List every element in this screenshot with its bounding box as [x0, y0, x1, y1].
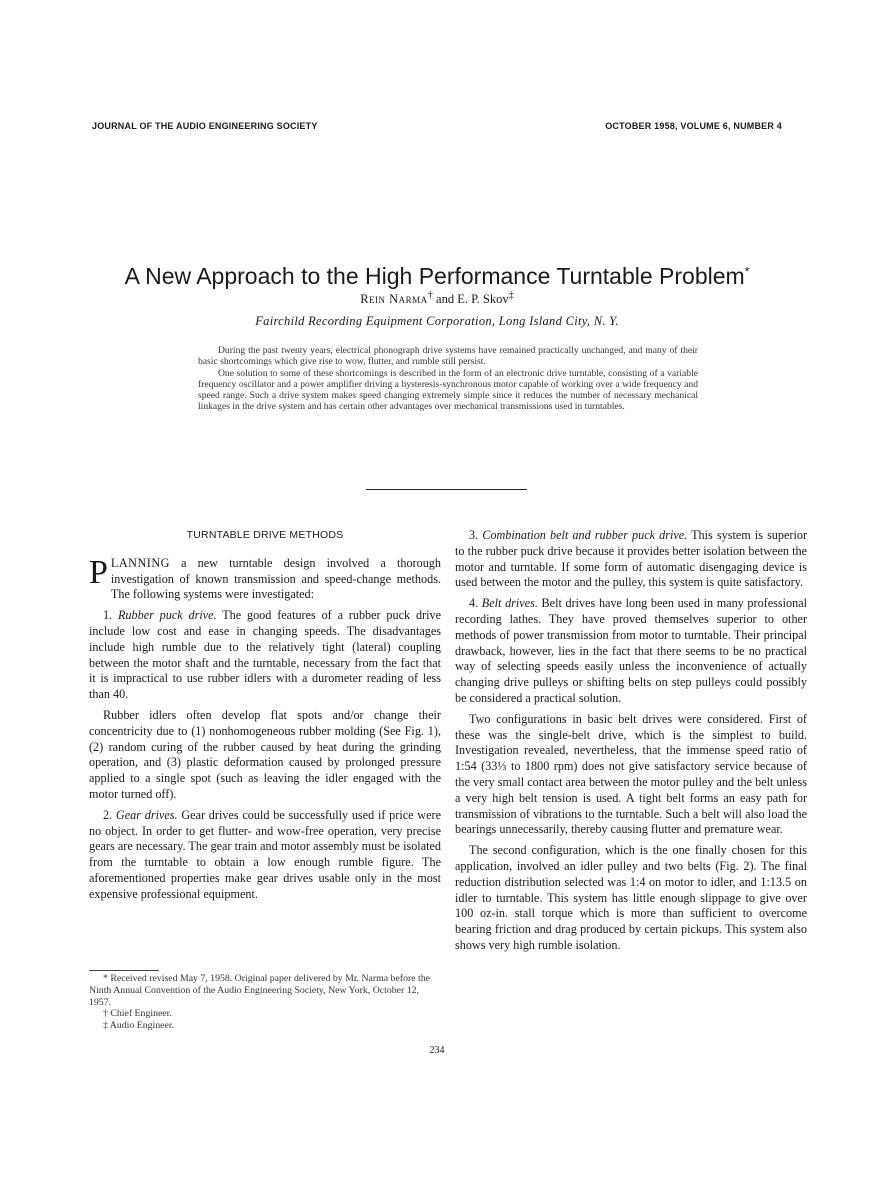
paragraph-text: This system is superior to the rubber puck drive because it provides better isolation between the motor and turntable. If some form of automatic disengaging device is used between the motor and the pulley, this system is quite satisfactory.: [455, 528, 808, 590]
item-label: Rubber puck drive.: [117, 608, 217, 623]
article-title: [0, 263, 874, 290]
author-narma-mark: †: [427, 290, 433, 301]
author-conjunction: and: [432, 292, 458, 307]
body-paragraph: [89, 808, 441, 903]
affiliation: Fairchild Recording Equipment Corporation, Long Island City, N. Y.: [255, 314, 619, 328]
drop-cap: P: [89, 553, 108, 591]
paragraph-text: The good features of a rubber puck drive include low cost and ease in changing speeds. The disadvantages include high rumble due to the relatively tight (lateral) coupling between the motor shaft and the turntable, necessary from the fact that it is impractical to use rubber idlers with a durometer reading of less than 40.: [89, 608, 441, 702]
section-heading: TURNTABLE DRIVE METHODS: [186, 529, 344, 541]
item-number: 3.: [469, 528, 483, 542]
body-paragraph: The second configuration, which is the one finally chosen for this application, involved an idler pulley and two belts (Fig. 2). The final reduction distribution selected was 1:4 on motor to idler, and 1:13.5 on idler to turntable. This system has little enough slippage to give over 100 oz-in. stall torque which is more than sufficient to overcome bearing friction and drag produced by certain pickups. This system also shows very high rumble isolation.: [455, 843, 807, 952]
running-header-issue: OCTOBER 1958, VOLUME 6, NUMBER 4: [605, 121, 782, 131]
article-title-text: A New Approach to the High Performance Turntable Problem: [124, 263, 745, 290]
right-column: [455, 528, 807, 959]
abstract: [198, 345, 698, 413]
item-label: Gear drives.: [115, 807, 178, 822]
lead-word: LANNING: [110, 555, 170, 570]
paragraph-text: Belt drives have long been used in many professional recording lathes. They have proved themselves superior to other methods of power transmission from motor to turntable. Their principal drawback, however, lies in the fact that there seems to be no practical way of selecting speeds easily unless the inconvenience of actually changing drive pulleys or shifting belts on step pulleys could possibly be considered a practical solution.: [455, 596, 807, 705]
item-number: 2.: [103, 807, 116, 822]
running-header-journal: JOURNAL OF THE AUDIO ENGINEERING SOCIETY: [92, 121, 318, 131]
item-label: Combination belt and rubber puck drive.: [482, 528, 688, 542]
left-column: [89, 528, 441, 908]
body-paragraph: Two configurations in basic belt drives were considered. First of these was the single-belt drive, which is the simplest to build. Investigation revealed, nevertheless, that the immense speed ratio of 1:54 (33⅓ to 1800 rpm) does not give satisfactory service because of the very small contact area between the motor pulley and the belt unless a very high belt tension is used. A tight belt forms an easy path for transmission of vibrations to the turntable. Such a belt will also load the bearings unnecessarily, thereby causing flutter and premature wear.: [455, 711, 807, 837]
title-footnote-mark: *: [744, 264, 750, 279]
paragraph-text: Gear drives could be successfully used if price were no object. In order to get flutter- and wow-free operation, very precise gears are necessary. The gear train and motor assembly must be isolated from the turntable to obtain a low enough rumble figure. The aforementioned properties make gear drives usable only in the most expensive professional equipment.: [89, 807, 441, 901]
author-narma: Rein Narma: [360, 292, 428, 307]
abstract-paragraph: One solution to some of these shortcomings is described in the form of an electronic drive turntable, consisting of a variable frequency oscillator and a power amplifier driving a hysteresis-synchronous motor capable of working over a wide frequency and speed range. Such a drive system makes speed changing extremely simple since it reduces the number of necessary mechanical linkages in the drive system and has certain other advantages over mechanical transmissions used in turntables.: [198, 367, 698, 413]
section-divider: [366, 489, 527, 490]
item-number: 4.: [469, 596, 482, 611]
body-paragraph: [455, 528, 807, 591]
paragraph-text: a new turntable design involved a thorough investigation of known transmission and speed-change methods. The following systems were investigated:: [110, 555, 441, 602]
author-line: [0, 290, 874, 307]
page-number: 234: [429, 1045, 445, 1056]
footnote: † Chief Engineer.: [103, 1008, 172, 1020]
item-label: Belt drives.: [481, 596, 538, 611]
author-skov-mark: ‡: [508, 290, 514, 301]
body-paragraph: [455, 596, 807, 707]
author-skov: E. P. Skov: [457, 292, 509, 307]
footnote-rule: [89, 970, 159, 971]
footnotes: [89, 970, 441, 1032]
body-paragraph: [89, 608, 441, 703]
body-paragraph: [89, 553, 441, 603]
abstract-paragraph: During the past twenty years, electrical phonograph drive systems have remained practically unchanged, and many of their basic shortcomings which give rise to wow, flutter, and rumble still persist.: [198, 345, 698, 368]
footnote: * Received revised May 7, 1958. Original paper delivered by Mr. Narma before the Ninth Annual Convention of the Audio Engineering Society, New York, October 12, 1957.: [89, 973, 430, 1008]
item-number: 1.: [103, 608, 118, 623]
footnote: ‡ Audio Engineer.: [103, 1020, 175, 1032]
body-paragraph: Rubber idlers often develop flat spots and/or change their concentricity due to (1) nonhomogeneous rubber molding (See Fig. 1), (2) random curing of the rubber caused by heat during the grinding operation, and (3) plastic deformation caused by prolonged pressure applied to a single spot (such as leaving the idler engaged with the motor turned off).: [89, 707, 441, 801]
